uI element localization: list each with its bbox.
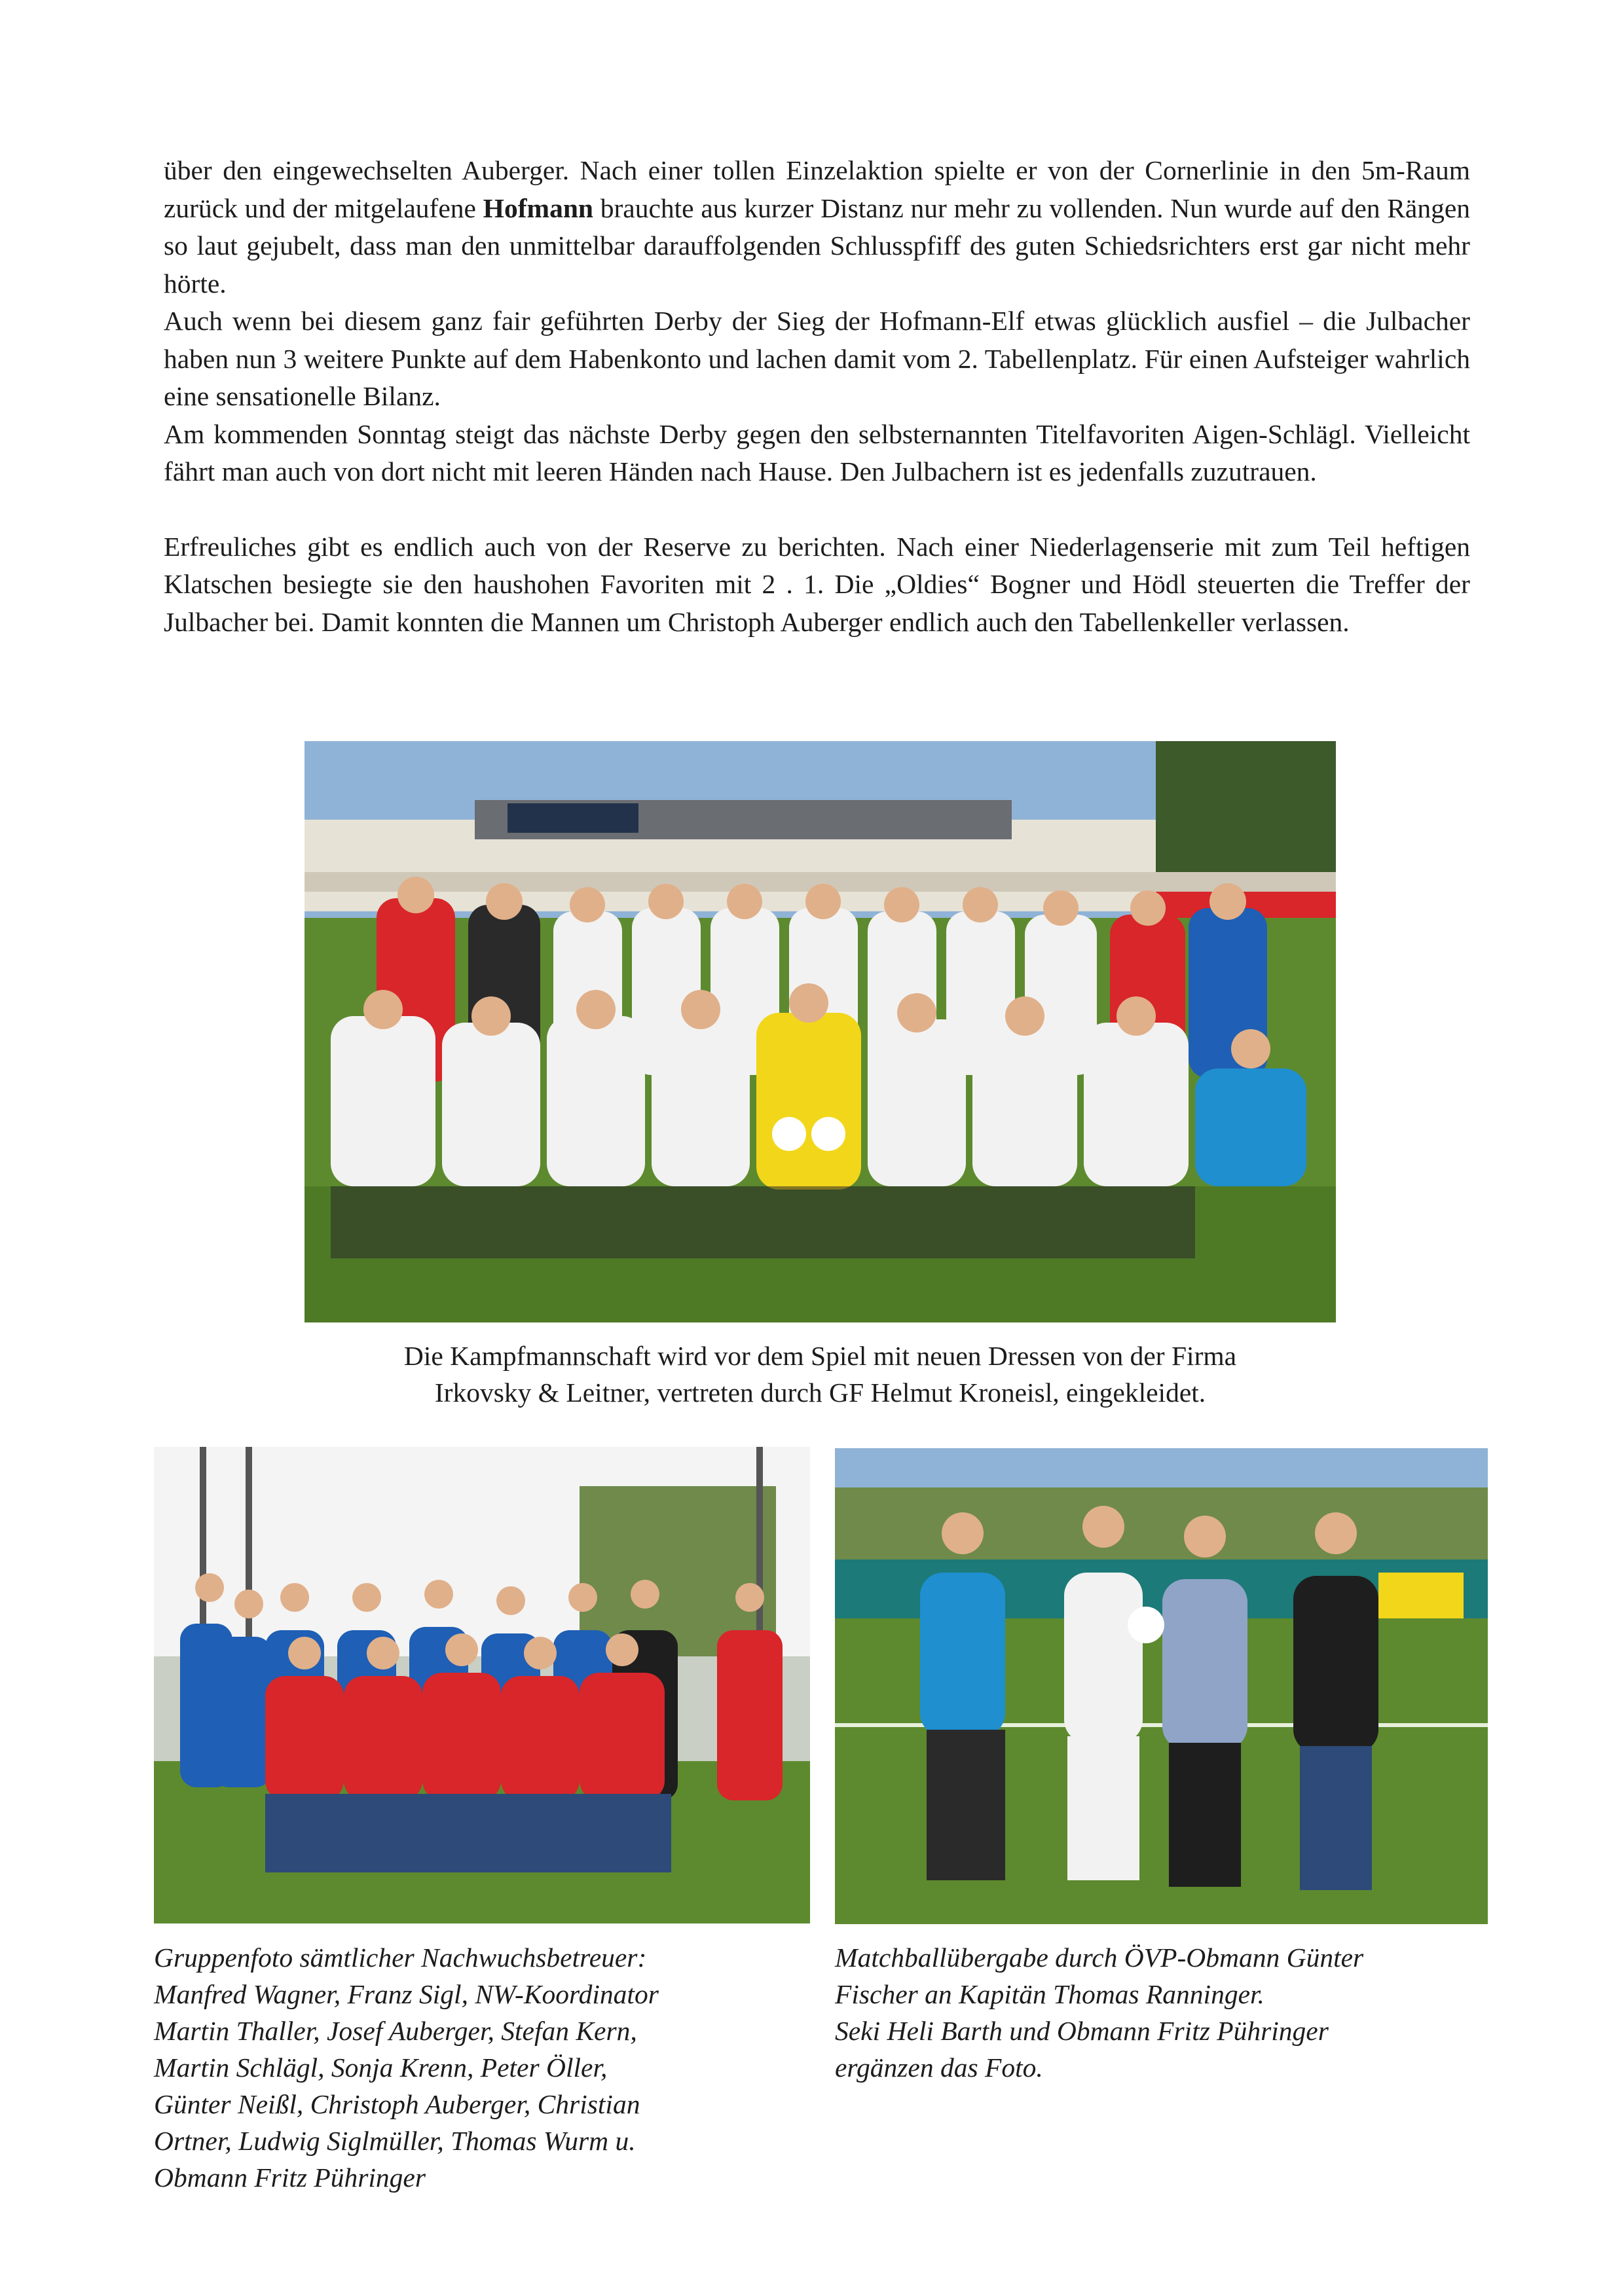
paragraph-3: Am kommenden Sonntag steigt das nächste Derby gegen den selbsternannten Titelfavoriten Aigen-Schlägl. Vielleicht fährt man auch von dort nicht mit leeren Händen nach Hause. Den Julbachern ist es jedenfalls zuzutrauen. [164,418,1470,486]
coaches-photo-caption: Gruppenfoto sämtlicher Nachwuchsbetreuer: Manfred Wagner, Franz Sigl, NW-Koordinator Martin Thaller, Josef Auberger, Stefan Kern, Martin Schlägl, Sonja Krenn, Peter Öller, Günter Neißl, Christoph Auberger, Christian Ortner, Ludwig Siglmüller, Thomas Wurm u. Obmann Fritz Pühringer [154,1942,659,2193]
team-photo [304,741,1336,1322]
paragraph-2: Auch wenn bei diesem ganz fair geführten Derby der Sieg der Hofmann-Elf etwas glücklich ausfiel – die Julbacher haben nun 3 weitere Punkte auf dem Habenkonto und lachen damit vom 2. Tabellenplatz. Für einen Aufsteiger wahrlich eine sensationelle Bilanz. [164,306,1470,411]
matchball-photo [835,1448,1488,1924]
article-body [164,152,1470,641]
bold-name: Hofmann [483,192,594,223]
coaches-photo [154,1447,810,1923]
matchball-photo-caption: Matchballübergabe durch ÖVP-Obmann Günter Fischer an Kapitän Thomas Ranninger. Seki Heli Barth und Obmann Fritz Pühringer ergänzen das Foto. [835,1942,1364,2083]
team-photo-caption: Die Kampfmannschaft wird vor dem Spiel mit neuen Dressen von der Firma Irkovsky & Leitner, vertreten durch GF Helmut Kroneisl, eingekleidet. [403,1341,1237,1408]
paragraph-4: Erfreuliches gibt es endlich auch von der Reserve zu berichten. Nach einer Niederlagenserie mit zum Teil heftigen Klatschen besiegte sie den haushohen Favoriten mit 2 . 1. Die „Oldies“ Bogner und Hödl steuerten die Treffer der Julbacher bei. Damit konnten die Mannen um Christoph Auberger endlich auch den Tabellenkeller verlassen. [164,531,1470,637]
paragraph-1: über den eingewechselten Auberger. Nach einer tollen Einzelaktion spielte er von der Cornerlinie in den 5m-Raum zurück und der mitgelaufene Hofmann brauchte aus kurzer Distanz nur mehr zu vollenden. Nun wurde auf den Rängen so laut gejubelt, dass man den unmittelbar darauffolgenden Schlusspfiff des guten Schiedsrichters erst gar nicht mehr hörte. [164,155,1470,299]
